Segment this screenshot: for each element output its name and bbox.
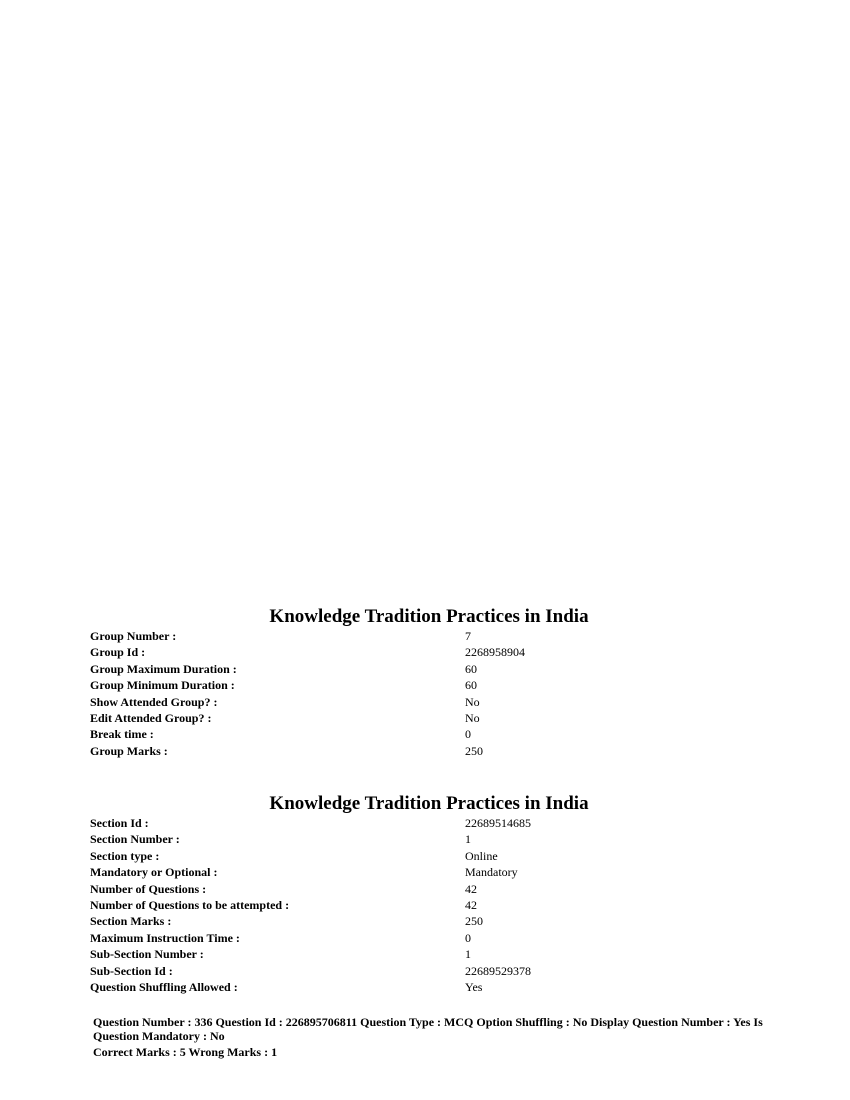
table-row [90,726,710,742]
table-row [90,628,710,644]
section-title: Knowledge Tradition Practices in India [269,793,589,814]
group-title: Knowledge Tradition Practices in India [269,606,589,627]
section-marks-label: Section Marks : [90,914,172,929]
table-row [90,946,710,962]
table-row [90,661,710,677]
question-marks-line: Correct Marks : 5 Wrong Marks : 1 [93,1045,278,1059]
group-id-value: 2268958904 [465,645,525,660]
show-attended-group-value: No [465,694,480,709]
table-row [90,710,710,726]
group-min-duration-value: 60 [465,678,477,693]
questions-to-attempt-label: Number of Questions to be attempted : [90,898,290,913]
group-info-table [90,628,710,759]
questions-to-attempt-value: 42 [465,898,477,913]
table-row [90,913,710,929]
sub-section-id-value: 22689529378 [465,963,531,978]
table-row [90,743,710,759]
max-instruction-time-label: Maximum Instruction Time : [90,930,240,945]
edit-attended-group-label: Edit Attended Group? : [90,711,212,726]
table-row [90,677,710,693]
question-shuffling-value: Yes [465,980,483,995]
question-shuffling-label: Question Shuffling Allowed : [90,980,238,995]
sub-section-number-label: Sub-Section Number : [90,947,204,962]
table-row [90,897,710,913]
section-id-label: Section Id : [90,816,149,830]
table-row [90,644,710,660]
table-row [90,864,710,880]
table-row [90,694,710,710]
question-meta [93,1015,773,1059]
group-max-duration-value: 60 [465,661,477,676]
section-number-value: 1 [465,832,471,847]
table-row [90,831,710,847]
table-row [90,963,710,979]
table-row [90,848,710,864]
group-marks-label: Group Marks : [90,743,168,758]
section-id-value: 22689514685 [465,816,531,830]
number-of-questions-label: Number of Questions : [90,881,207,896]
group-max-duration-label: Group Maximum Duration : [90,661,237,676]
table-row [90,979,710,995]
break-time-value: 0 [465,727,471,742]
show-attended-group-label: Show Attended Group? : [90,694,218,709]
group-number-value: 7 [465,629,471,643]
mandatory-optional-label: Mandatory or Optional : [90,865,218,880]
group-id-label: Group Id : [90,645,146,660]
table-row [90,881,710,897]
group-number-label: Group Number : [90,629,177,643]
break-time-label: Break time : [90,727,154,742]
group-min-duration-label: Group Minimum Duration : [90,678,235,693]
section-number-label: Section Number : [90,832,180,847]
section-marks-value: 250 [465,914,483,929]
max-instruction-time-value: 0 [465,930,471,945]
number-of-questions-value: 42 [465,881,477,896]
group-marks-value: 250 [465,743,483,758]
sub-section-id-label: Sub-Section Id : [90,963,173,978]
edit-attended-group-value: No [465,711,480,726]
section-type-value: Online [465,848,498,863]
sub-section-number-value: 1 [465,947,471,962]
section-type-label: Section type : [90,848,160,863]
section-info-table [90,815,710,995]
mandatory-optional-value: Mandatory [465,865,518,880]
table-row [90,930,710,946]
question-meta-line: Question Number : 336 Question Id : 226895706811 Question Type : MCQ Option Shuffling : No Display Question Number : Yes Is Question Mandatory : No [93,1015,763,1043]
table-row [90,815,710,831]
